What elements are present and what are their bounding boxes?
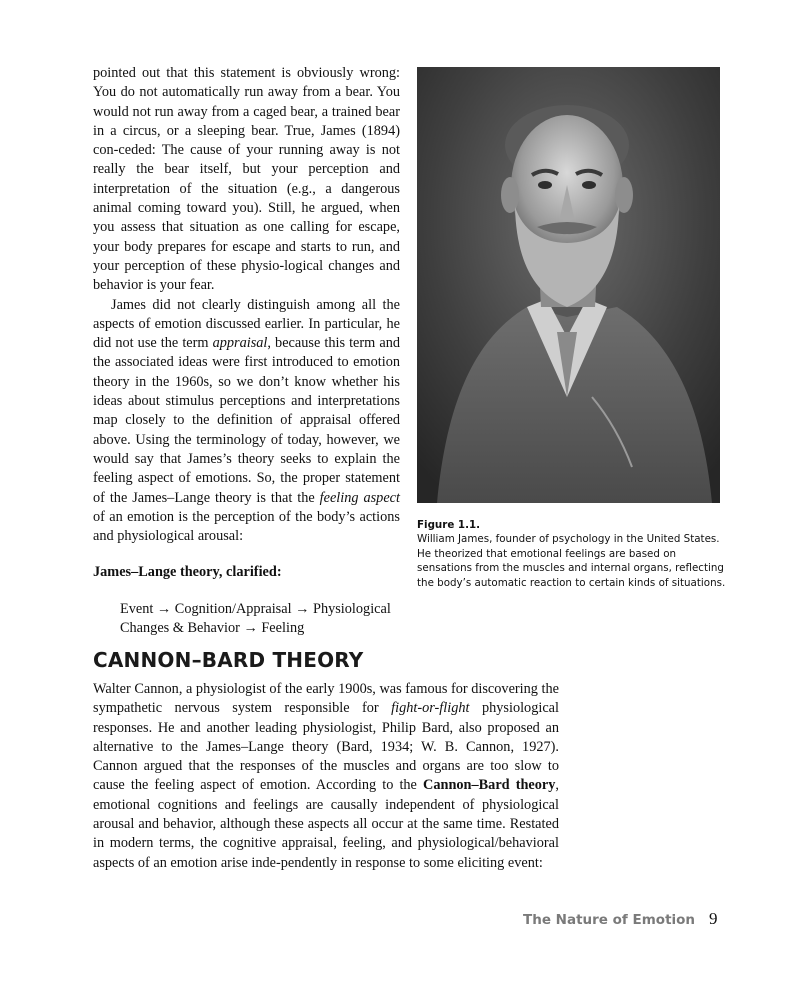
figure-caption-text: William James, founder of psychology in the United States. He theorized that emotional feelings are based on sensations from the muscles and internal organs, reflecting the body’s automatic reaction to certain kinds of situations.: [417, 533, 726, 589]
left-text-column: [93, 64, 400, 638]
figure-label: Figure 1.1.: [417, 519, 481, 531]
emphasis-feeling-aspect: feeling aspect: [319, 489, 400, 506]
section-heading: CANNON–BARD THEORY: [93, 648, 364, 672]
figure-caption: [417, 518, 727, 590]
text-run: of an emotion is the perception of the body’s actions and physiological arousal:: [93, 508, 400, 545]
portrait-photo-william-james: [417, 67, 720, 503]
running-footer-title: The Nature of Emotion: [523, 912, 696, 928]
text-run: physiological responses. He and another leading physiologist, Philip Bard, also proposed an alternative to the James–Lange theory (Bard, 1934; W. B. Cannon, 1927). Cannon argued that the responses of the muscles and organs are too slow to cause the feeling aspect of emotion. According to the: [93, 700, 559, 794]
emphasis-fight-or-flight: fight-or-flight: [391, 700, 470, 717]
paragraph-cannon-bard: [93, 680, 559, 873]
bold-term-cannon-bard: Cannon–Bard theory: [423, 777, 556, 794]
text-run: James did not clearly distinguish among all the aspects of emotion discussed earlier. In particular, he did not use the term: [93, 296, 400, 352]
formula-block: [93, 600, 400, 639]
formula-line-2: Changes & Behavior → Feeling: [120, 620, 305, 637]
subheading-james-lange-clarified: James–Lange theory, clarified:: [93, 564, 282, 581]
portrait-illustration: [417, 67, 720, 503]
text-run: Walter Cannon, a physiologist of the early 1900s, was famous for discovering the sympathetic nervous system responsible for: [93, 681, 559, 717]
text-run: , emotional cognitions and feelings are causally independent of physiological arousal and behavior, although these aspects all occur at the same time. Restated in modern terms, the cognitive appraisal, feeling, and physiological/behavioral aspects of an emotion arise inde-pendently in response to some eliciting event:: [93, 777, 559, 871]
page-number: 9: [709, 909, 718, 928]
text-run: , because this term and the associated ideas were first introduced to emotion theory in the 1960s, so we don’t know whether his ideas about stimulus perceptions and interpretations map closely to the definition of appraisal offered above. Using the terminology of today, however, we would say that James’s theory seeks to explain the feeling aspect of emotions. So, the proper statement of the James–Lange theory is that the: [93, 335, 400, 506]
paragraph-continuation: pointed out that this statement is obviously wrong: You do not automatically run away from a bear. You would not run away from a caged bear, a trained bear in a circus, or a sleeping bear. True, James (1894) con-ceded: The cause of your running away is not really the bear itself, but your perception and interpretation of the situation (e.g., a dangerous animal coming toward you). Still, he argued, when you assess that situation as one calling for escape, your body prepares for escape and starts to run, and your perception of these physio-logical changes and behavior is your fear.: [93, 65, 400, 294]
formula-line-1: Event → Cognition/Appraisal → Physiological: [120, 600, 391, 617]
paragraph-james-appraisal: [93, 296, 400, 547]
emphasis-appraisal: appraisal: [212, 335, 268, 352]
